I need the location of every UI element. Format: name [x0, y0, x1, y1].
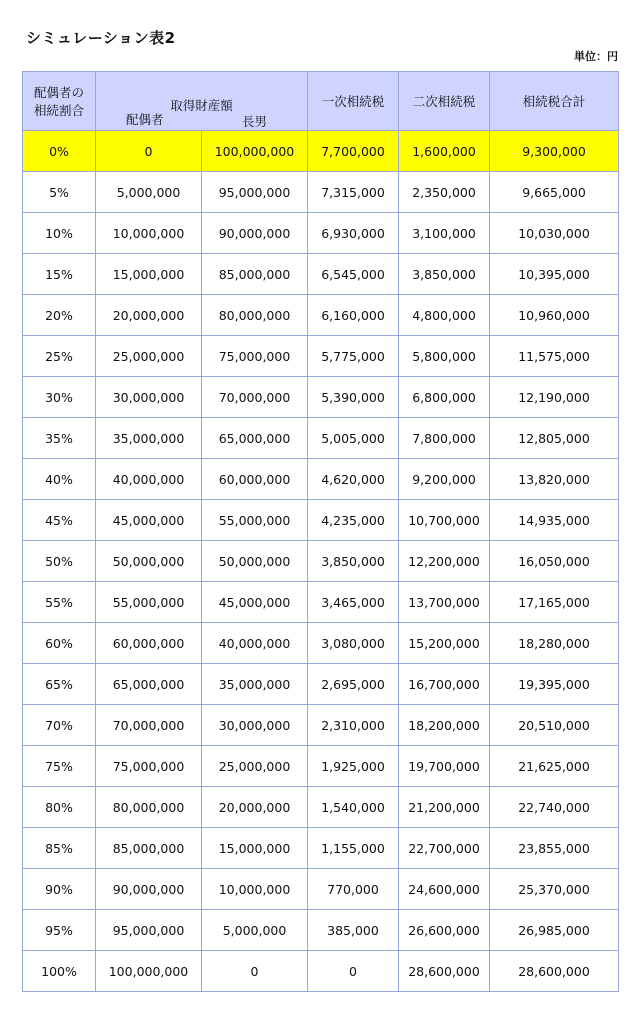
cell-ratio: 15%	[23, 254, 96, 295]
cell-total-tax: 26,985,000	[490, 910, 619, 951]
cell-first-tax: 385,000	[308, 910, 399, 951]
cell-ratio: 60%	[23, 623, 96, 664]
cell-second-tax: 4,800,000	[399, 295, 490, 336]
cell-first-tax: 3,080,000	[308, 623, 399, 664]
cell-second-tax: 12,200,000	[399, 541, 490, 582]
cell-son-amount: 75,000,000	[202, 336, 308, 377]
cell-spouse-amount: 90,000,000	[96, 869, 202, 910]
cell-second-tax: 3,100,000	[399, 213, 490, 254]
cell-ratio: 100%	[23, 951, 96, 992]
cell-spouse-amount: 45,000,000	[96, 500, 202, 541]
cell-second-tax: 28,600,000	[399, 951, 490, 992]
cell-son-amount: 45,000,000	[202, 582, 308, 623]
table-row	[23, 295, 619, 336]
cell-spouse-amount: 10,000,000	[96, 213, 202, 254]
cell-spouse-amount: 35,000,000	[96, 418, 202, 459]
cell-ratio: 85%	[23, 828, 96, 869]
cell-total-tax: 10,030,000	[490, 213, 619, 254]
cell-ratio: 0%	[23, 131, 96, 172]
cell-ratio: 95%	[23, 910, 96, 951]
cell-total-tax: 16,050,000	[490, 541, 619, 582]
cell-spouse-amount: 40,000,000	[96, 459, 202, 500]
cell-son-amount: 5,000,000	[202, 910, 308, 951]
table-body	[23, 131, 619, 992]
cell-son-amount: 80,000,000	[202, 295, 308, 336]
cell-son-amount: 90,000,000	[202, 213, 308, 254]
cell-spouse-amount: 70,000,000	[96, 705, 202, 746]
cell-ratio: 20%	[23, 295, 96, 336]
table-row	[23, 172, 619, 213]
cell-first-tax: 6,160,000	[308, 295, 399, 336]
cell-first-tax: 1,540,000	[308, 787, 399, 828]
table-row	[23, 705, 619, 746]
cell-second-tax: 5,800,000	[399, 336, 490, 377]
table-row	[23, 336, 619, 377]
cell-first-tax: 0	[308, 951, 399, 992]
cell-spouse-amount: 5,000,000	[96, 172, 202, 213]
cell-spouse-amount: 95,000,000	[96, 910, 202, 951]
cell-first-tax: 6,545,000	[308, 254, 399, 295]
table-row	[23, 787, 619, 828]
cell-second-tax: 16,700,000	[399, 664, 490, 705]
cell-son-amount: 50,000,000	[202, 541, 308, 582]
simulation-table	[22, 71, 619, 992]
cell-first-tax: 4,235,000	[308, 500, 399, 541]
cell-total-tax: 12,805,000	[490, 418, 619, 459]
cell-second-tax: 3,850,000	[399, 254, 490, 295]
cell-second-tax: 2,350,000	[399, 172, 490, 213]
cell-first-tax: 5,390,000	[308, 377, 399, 418]
cell-second-tax: 24,600,000	[399, 869, 490, 910]
cell-total-tax: 14,935,000	[490, 500, 619, 541]
cell-total-tax: 9,300,000	[490, 131, 619, 172]
cell-first-tax: 5,005,000	[308, 418, 399, 459]
cell-total-tax: 10,960,000	[490, 295, 619, 336]
cell-ratio: 70%	[23, 705, 96, 746]
cell-son-amount: 10,000,000	[202, 869, 308, 910]
cell-second-tax: 26,600,000	[399, 910, 490, 951]
cell-spouse-amount: 0	[96, 131, 202, 172]
table-row	[23, 746, 619, 787]
cell-total-tax: 28,600,000	[490, 951, 619, 992]
cell-total-tax: 12,190,000	[490, 377, 619, 418]
cell-total-tax: 21,625,000	[490, 746, 619, 787]
cell-first-tax: 770,000	[308, 869, 399, 910]
cell-ratio: 55%	[23, 582, 96, 623]
cell-total-tax: 22,740,000	[490, 787, 619, 828]
cell-spouse-amount: 65,000,000	[96, 664, 202, 705]
cell-second-tax: 10,700,000	[399, 500, 490, 541]
cell-first-tax: 5,775,000	[308, 336, 399, 377]
cell-second-tax: 18,200,000	[399, 705, 490, 746]
header-acquired	[96, 72, 308, 131]
cell-second-tax: 15,200,000	[399, 623, 490, 664]
cell-son-amount: 100,000,000	[202, 131, 308, 172]
header-ratio	[23, 72, 96, 131]
table-row	[23, 500, 619, 541]
cell-spouse-amount: 85,000,000	[96, 828, 202, 869]
cell-spouse-amount: 50,000,000	[96, 541, 202, 582]
header-ratio-line2: 相続割合	[33, 103, 84, 118]
cell-first-tax: 4,620,000	[308, 459, 399, 500]
cell-ratio: 50%	[23, 541, 96, 582]
header-total-tax: 相続税合計	[490, 72, 619, 131]
cell-ratio: 45%	[23, 500, 96, 541]
cell-total-tax: 19,395,000	[490, 664, 619, 705]
cell-spouse-amount: 25,000,000	[96, 336, 202, 377]
cell-ratio: 30%	[23, 377, 96, 418]
table-row	[23, 869, 619, 910]
cell-spouse-amount: 15,000,000	[96, 254, 202, 295]
cell-first-tax: 2,310,000	[308, 705, 399, 746]
cell-son-amount: 65,000,000	[202, 418, 308, 459]
cell-ratio: 35%	[23, 418, 96, 459]
cell-son-amount: 70,000,000	[202, 377, 308, 418]
header-spouse: 配偶者	[126, 112, 164, 127]
cell-first-tax: 7,700,000	[308, 131, 399, 172]
cell-ratio: 80%	[23, 787, 96, 828]
cell-second-tax: 9,200,000	[399, 459, 490, 500]
page-title: シミュレーション表2	[26, 29, 176, 47]
cell-total-tax: 18,280,000	[490, 623, 619, 664]
table-row	[23, 664, 619, 705]
cell-son-amount: 95,000,000	[202, 172, 308, 213]
cell-son-amount: 55,000,000	[202, 500, 308, 541]
table-header	[23, 72, 619, 131]
cell-son-amount: 15,000,000	[202, 828, 308, 869]
cell-total-tax: 13,820,000	[490, 459, 619, 500]
header-second-tax: 二次相続税	[399, 72, 490, 131]
cell-first-tax: 6,930,000	[308, 213, 399, 254]
table-row	[23, 131, 619, 172]
table-row	[23, 377, 619, 418]
cell-son-amount: 85,000,000	[202, 254, 308, 295]
cell-first-tax: 1,155,000	[308, 828, 399, 869]
table-row	[23, 951, 619, 992]
table-row	[23, 213, 619, 254]
table-row	[23, 828, 619, 869]
cell-son-amount: 60,000,000	[202, 459, 308, 500]
header-first-tax: 一次相続税	[308, 72, 399, 131]
cell-first-tax: 3,465,000	[308, 582, 399, 623]
cell-total-tax: 11,575,000	[490, 336, 619, 377]
cell-total-tax: 17,165,000	[490, 582, 619, 623]
cell-ratio: 10%	[23, 213, 96, 254]
header-ratio-line1: 配偶者の	[33, 85, 84, 100]
cell-spouse-amount: 20,000,000	[96, 295, 202, 336]
cell-son-amount: 35,000,000	[202, 664, 308, 705]
cell-total-tax: 20,510,000	[490, 705, 619, 746]
cell-son-amount: 25,000,000	[202, 746, 308, 787]
cell-spouse-amount: 60,000,000	[96, 623, 202, 664]
cell-spouse-amount: 55,000,000	[96, 582, 202, 623]
table-row	[23, 910, 619, 951]
table-row	[23, 582, 619, 623]
cell-second-tax: 22,700,000	[399, 828, 490, 869]
cell-total-tax: 9,665,000	[490, 172, 619, 213]
cell-spouse-amount: 100,000,000	[96, 951, 202, 992]
cell-son-amount: 0	[202, 951, 308, 992]
cell-first-tax: 7,315,000	[308, 172, 399, 213]
cell-total-tax: 10,395,000	[490, 254, 619, 295]
cell-ratio: 40%	[23, 459, 96, 500]
cell-ratio: 90%	[23, 869, 96, 910]
header-eldest-son: 長男	[241, 114, 267, 129]
cell-total-tax: 23,855,000	[490, 828, 619, 869]
cell-son-amount: 30,000,000	[202, 705, 308, 746]
cell-ratio: 65%	[23, 664, 96, 705]
cell-first-tax: 3,850,000	[308, 541, 399, 582]
table-row	[23, 623, 619, 664]
table-row	[23, 418, 619, 459]
cell-son-amount: 40,000,000	[202, 623, 308, 664]
table-row	[23, 541, 619, 582]
cell-second-tax: 21,200,000	[399, 787, 490, 828]
cell-spouse-amount: 30,000,000	[96, 377, 202, 418]
cell-total-tax: 25,370,000	[490, 869, 619, 910]
cell-ratio: 25%	[23, 336, 96, 377]
cell-spouse-amount: 80,000,000	[96, 787, 202, 828]
cell-second-tax: 7,800,000	[399, 418, 490, 459]
table-row	[23, 254, 619, 295]
table-row	[23, 459, 619, 500]
cell-ratio: 75%	[23, 746, 96, 787]
cell-first-tax: 1,925,000	[308, 746, 399, 787]
header-acquired-label: 取得財産額	[170, 98, 233, 113]
cell-first-tax: 2,695,000	[308, 664, 399, 705]
cell-son-amount: 20,000,000	[202, 787, 308, 828]
cell-spouse-amount: 75,000,000	[96, 746, 202, 787]
unit-label: 単位：円	[574, 50, 618, 63]
cell-second-tax: 19,700,000	[399, 746, 490, 787]
cell-second-tax: 6,800,000	[399, 377, 490, 418]
cell-ratio: 5%	[23, 172, 96, 213]
cell-second-tax: 13,700,000	[399, 582, 490, 623]
cell-second-tax: 1,600,000	[399, 131, 490, 172]
